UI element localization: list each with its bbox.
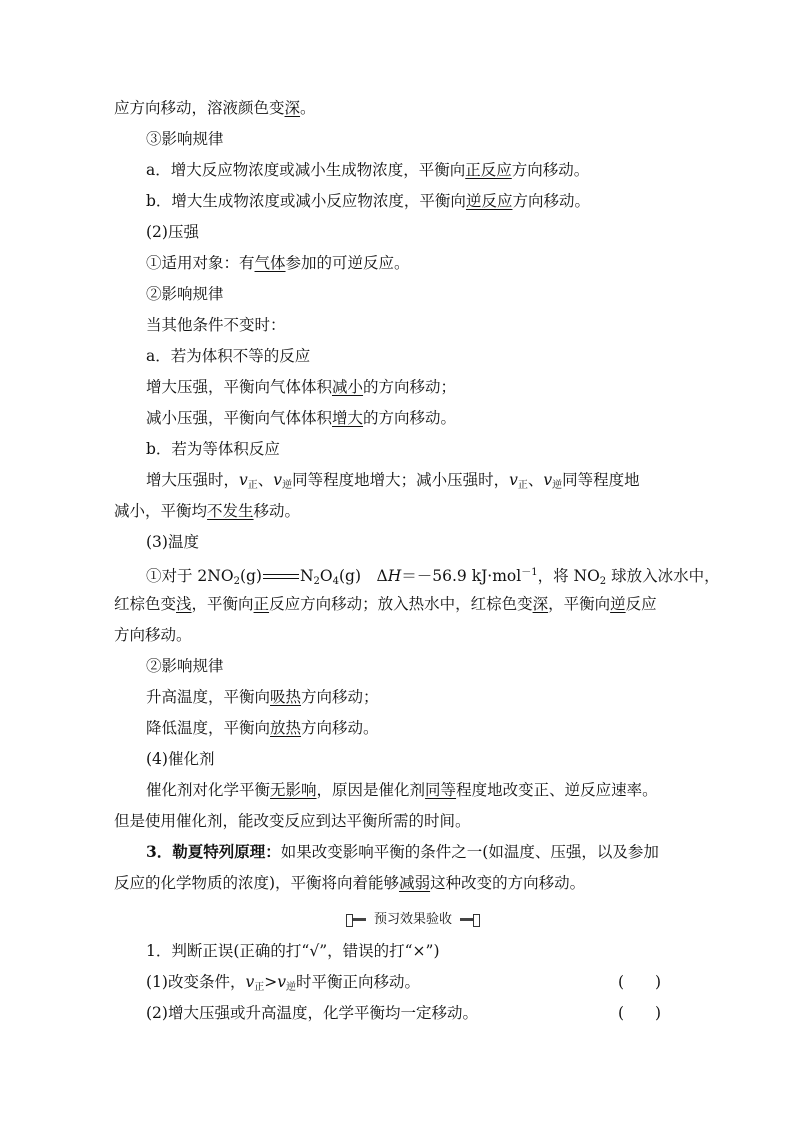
text-run: 减小，平衡均 (114, 502, 208, 520)
equation-line (0, 563, 794, 592)
text-run: 、 (527, 471, 544, 489)
text-run: 方向移动。 (114, 626, 192, 644)
text-run: 程度地改变正、逆反应速率。 (456, 781, 658, 799)
text-run: ①对于 2NO (146, 567, 234, 585)
text-run: (g) (239, 567, 262, 585)
text-run: 红棕色变 (114, 595, 177, 613)
underlined-answer: 浅 (176, 595, 192, 613)
equilibrium-arrow-icon (263, 573, 299, 581)
question-heading (0, 941, 794, 961)
question-item (0, 972, 794, 998)
text-run: 同等程度地增大；减小压强时， (292, 471, 510, 489)
underlined-answer: 放热 (270, 719, 302, 737)
text-line (0, 470, 794, 496)
underlined-answer: 吸热 (270, 688, 302, 706)
text-line (0, 98, 794, 118)
text-run: (3)温度 (146, 533, 199, 551)
text-line (0, 315, 794, 335)
text-run: (g) Δ (339, 567, 388, 585)
subscript: 逆 (286, 982, 296, 993)
text-run: 增大压强时， (146, 471, 240, 489)
text-run: 但是使用催化剂，能改变反应到达平衡所需的时间。 (114, 812, 471, 830)
text-run: 应方向移动，溶液颜色变 (114, 99, 285, 117)
section-banner (346, 911, 480, 928)
text-line (0, 842, 794, 862)
velocity-symbol: v (245, 973, 255, 991)
text-run: O (319, 567, 333, 585)
text-line (0, 439, 794, 459)
text-run: ，将 NO (537, 567, 600, 585)
text-line (0, 408, 794, 428)
underlined-answer: 减弱 (399, 874, 431, 892)
underlined-answer: 正 (253, 595, 270, 613)
subscript: 逆 (552, 480, 563, 491)
text-run: (1)改变条件， (146, 973, 246, 991)
text-run: 反应方向移动；放入热水中，红棕色变 (269, 595, 533, 613)
text-run: 如果改变影响平衡的条件之一(如温度、压强，以及参加 (280, 843, 659, 861)
subheading (0, 284, 794, 304)
text-run: ，平衡向 (191, 595, 254, 613)
enthalpy-symbol: H (387, 567, 402, 585)
text-run: 反应的化学物质的浓度)，平衡将向着能够 (114, 874, 400, 892)
text-run: ③影响规律 (146, 130, 224, 148)
underlined-answer: 正反应 (465, 161, 512, 179)
text-run: 方向移动。 (511, 161, 590, 179)
subheading (0, 222, 794, 242)
text-run: 降低温度，平衡向 (146, 719, 271, 737)
text-run: 这种改变的方向移动。 (430, 874, 586, 892)
subscript: 正 (247, 480, 258, 491)
underlined-answer: 深 (532, 595, 549, 613)
text-run: 方向移动； (301, 688, 379, 706)
underlined-answer: 同等 (425, 781, 457, 799)
subheading (0, 749, 794, 769)
text-line (0, 780, 794, 800)
text-run: ②影响规律 (146, 285, 224, 303)
text-run: b．若为等体积反应 (146, 440, 280, 458)
subscript: 2 (313, 576, 320, 587)
text-run: 参加的可逆反应。 (285, 254, 410, 272)
text-run: 减小压强，平衡向气体体积 (146, 409, 333, 427)
text-line (0, 377, 794, 397)
subscript: 2 (599, 576, 607, 587)
text-run: 方向移动。 (301, 719, 379, 737)
text-run: ，平衡向 (548, 595, 611, 613)
text-line (0, 594, 794, 614)
underlined-answer: 深 (284, 99, 301, 117)
text-run: 当其他条件不变时： (146, 316, 286, 334)
text-run: 同等程度地 (562, 471, 640, 489)
text-run: 反应 (625, 595, 657, 613)
text-run: ，原因是催化剂 (316, 781, 426, 799)
velocity-symbol: v (277, 973, 286, 991)
answer-blank: ( ) (618, 1004, 662, 1022)
text-run: 、 (257, 471, 274, 489)
text-run: 球放入冰水中， (606, 567, 720, 585)
answer-blank: ( ) (618, 973, 662, 991)
text-run: 的方向移动； (363, 378, 457, 396)
velocity-symbol: v (273, 471, 283, 489)
text-run: 催化剂对化学平衡 (146, 781, 271, 799)
underlined-answer: 逆 (610, 595, 626, 613)
text-line (0, 160, 794, 180)
subscript: 逆 (282, 480, 293, 491)
text-run: 方向移动。 (512, 192, 590, 210)
text-line (0, 873, 794, 893)
banner-cap-left (346, 914, 353, 927)
text-line (0, 625, 794, 645)
text-run: 升高温度，平衡向 (146, 688, 271, 706)
text-run: a．若为体积不等的反应 (146, 347, 311, 365)
text-run: 时平衡正向移动。 (296, 973, 421, 991)
text-run: N (299, 567, 314, 585)
text-run: > (264, 973, 278, 991)
question-item (0, 1003, 794, 1023)
text-line (0, 346, 794, 366)
text-run: 的方向移动。 (363, 409, 457, 427)
text-run: b．增大生成物浓度或减小反应物浓度，平衡向 (146, 192, 466, 210)
text-run: 1．判断正误(正确的打“√”，错误的打“×”) (146, 942, 440, 960)
subheading (0, 532, 794, 552)
banner-cap-right (473, 914, 480, 927)
text-run: 。 (300, 99, 316, 117)
text-run: ＝－56.9 kJ·mol (401, 567, 522, 585)
text-run: ②影响规律 (146, 657, 224, 675)
text-line (0, 191, 794, 211)
underlined-answer: 减小 (332, 378, 364, 396)
text-line (0, 501, 794, 521)
section-title: 预习效果验收 (366, 911, 460, 928)
subscript: 正 (254, 982, 265, 993)
text-run: 移动。 (253, 502, 301, 520)
subscript: 4 (332, 576, 339, 587)
bold-term: 3．勒夏特列原理： (146, 842, 281, 861)
text-run: (2)压强 (146, 223, 199, 241)
underlined-answer: 不发生 (207, 502, 254, 520)
text-line (0, 811, 794, 831)
text-run: (2)增大压强或升高温度，化学平衡均一定移动。 (146, 1004, 478, 1022)
underlined-answer: 增大 (332, 409, 364, 427)
underlined-answer: 气体 (254, 254, 286, 272)
underlined-answer: 逆反应 (465, 192, 513, 210)
superscript: －1 (521, 567, 538, 578)
velocity-symbol: v (543, 471, 553, 489)
subheading (0, 656, 794, 676)
velocity-symbol: v (509, 471, 518, 489)
text-run: (4)催化剂 (146, 750, 215, 768)
text-line (0, 253, 794, 273)
subheading (0, 129, 794, 149)
subscript: 正 (517, 480, 528, 491)
text-run: a．增大反应物浓度或减小生成物浓度，平衡向 (146, 161, 466, 179)
velocity-symbol: v (239, 471, 248, 489)
text-run: 增大压强，平衡向气体体积 (146, 378, 333, 396)
text-run: ①适用对象：有 (146, 254, 255, 272)
subscript: 2 (233, 576, 240, 587)
underlined-answer: 无影响 (270, 781, 317, 799)
text-line (0, 718, 794, 738)
text-line (0, 687, 794, 707)
